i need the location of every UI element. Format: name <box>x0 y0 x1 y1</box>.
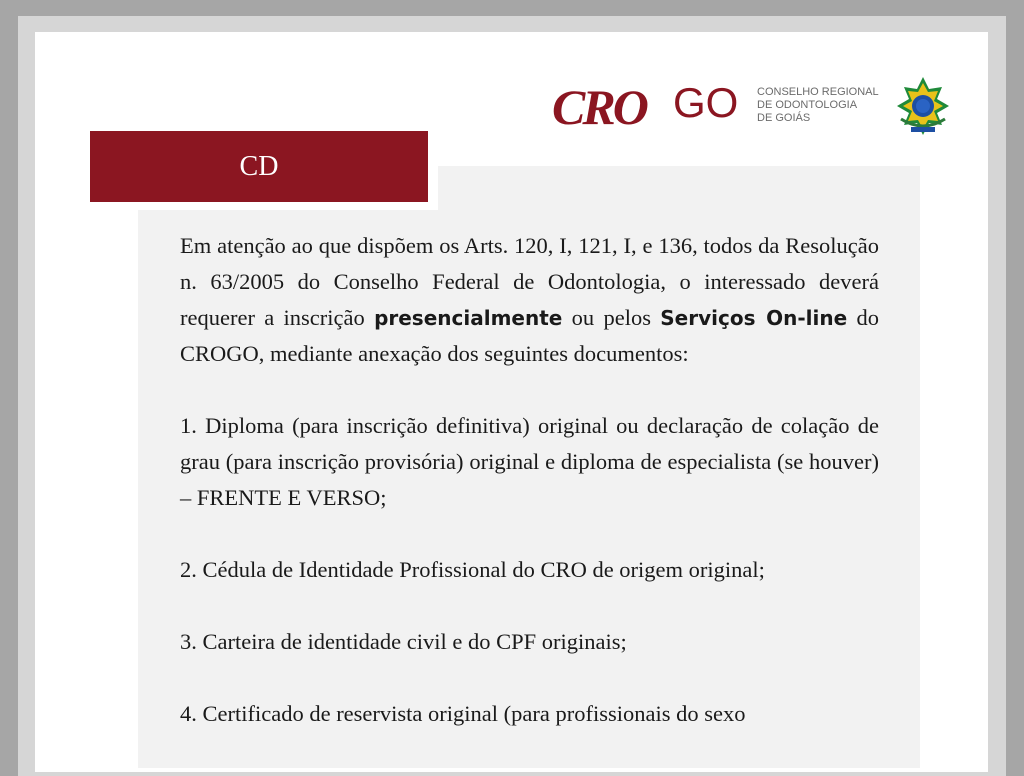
go-logo: GO <box>673 79 739 126</box>
list-item-1: 1. Diploma (para inscrição definitiva) original ou declaração de colação de grau (para inscrição provisória) original e diploma de especialista (se houver) – FRENTE E VERSO; <box>180 413 879 510</box>
council-name-line-2: DE ODONTOLOGIA <box>757 99 858 111</box>
intro-text-3: do CROGO, mediante anexação dos seguintes documentos: <box>180 305 880 366</box>
council-name-line-3: DE GOIÁS <box>757 112 811 124</box>
council-name-line-1: CONSELHO REGIONAL <box>757 86 879 98</box>
document-body <box>180 228 879 732</box>
cro-logo: CRO <box>552 79 646 135</box>
list-item-4: 4. Certificado de reservista original (para profissionais do sexo <box>180 701 746 726</box>
intro-paragraph <box>180 228 879 372</box>
category-tab: CD <box>90 131 428 202</box>
intro-text-2: ou pelos <box>562 305 661 330</box>
list-item-3: 3. Carteira de identidade civil e do CPF originais; <box>180 629 627 654</box>
intro-bold-1: presencialmente <box>374 306 563 330</box>
coat-of-arms-icon <box>893 75 953 137</box>
list-item-2: 2. Cédula de Identidade Profissional do CRO de origem original; <box>180 557 765 582</box>
intro-bold-2: Serviços On-line <box>660 306 848 330</box>
council-name <box>757 86 879 125</box>
intro-text-1: Em atenção ao que dispõem os Arts. 120, I, 121, I, e 136, todos da Resolução n. 63/2005 do Conselho Federal de Odontologia, o interessado deverá requerer a inscrição <box>180 233 879 330</box>
